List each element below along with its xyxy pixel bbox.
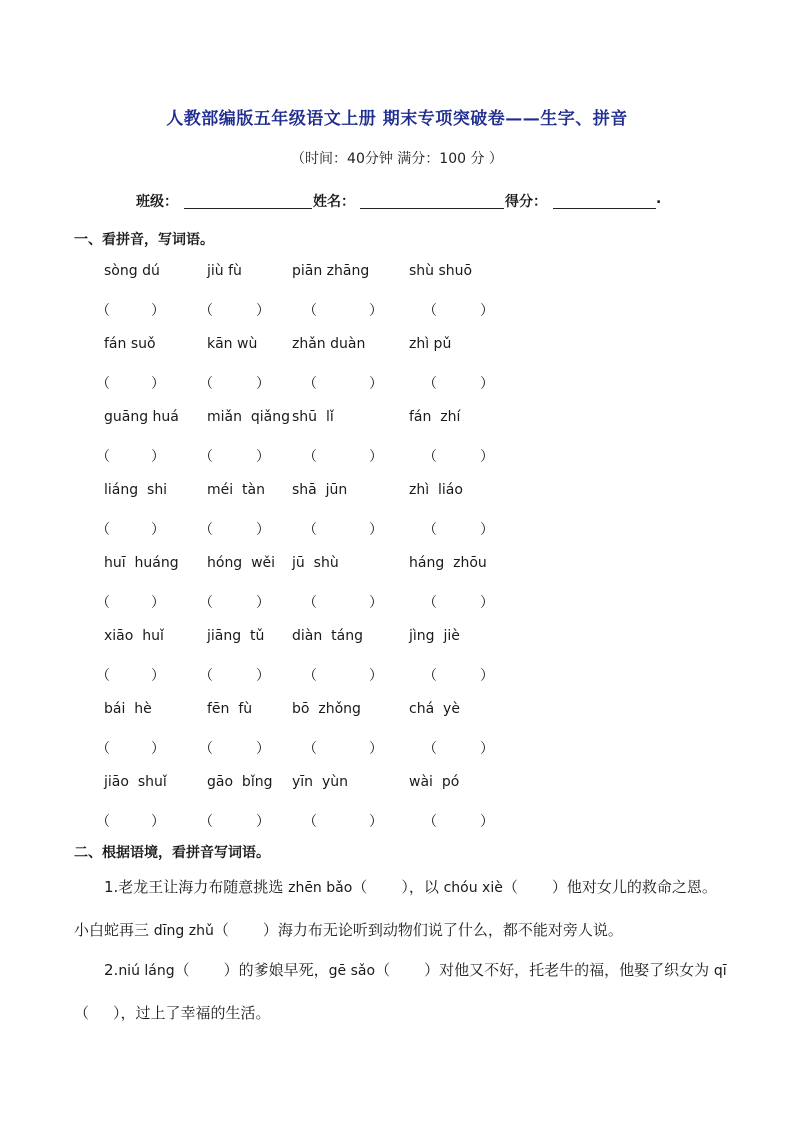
answer-open-paren: （ [96,522,110,538]
answer-close-paren: ） [480,595,494,611]
answer-blank[interactable] [108,738,149,756]
answer-open-paren: （ [96,668,110,684]
answer-open-paren: （ [423,595,437,611]
answer-close-paren: ） [256,814,270,830]
answer-open-paren: （ [423,303,437,319]
answer-blank[interactable] [211,811,254,829]
answer-close-paren: ） [369,303,383,319]
pinyin-item: háng zhōu [409,555,487,571]
p1-open-2: （ [502,878,518,896]
answer-close-paren: ） [151,741,165,757]
answer-blank[interactable] [435,373,478,391]
pinyin-item: shā jūn [292,482,348,498]
student-info-line [0,191,794,211]
score-label: 得分： [505,194,547,210]
answer-blank[interactable] [315,300,367,318]
answer-blank[interactable] [108,665,149,683]
answer-blank[interactable] [435,811,478,829]
pinyin-item: huī huáng [104,555,179,571]
pinyin-item: fēn fù [207,701,253,717]
pinyin-item: zhì liáo [409,482,463,498]
p2-pinyin-1: niú láng [118,963,175,979]
answer-blank[interactable] [315,811,367,829]
p1-text-g: ）海力布无论听到动物们说了什么，都不能对旁人说。 [262,921,623,939]
p2-open-3: （ [74,1004,90,1022]
answer-close-paren: ） [480,741,494,757]
answer-blank[interactable] [108,519,149,537]
answer-open-paren: （ [423,522,437,538]
pinyin-item: fán zhí [409,409,461,425]
pinyin-item: sòng dú [104,263,160,279]
pinyin-item: bō zhǒng [292,701,361,717]
p2-text-a: 2. [104,961,119,979]
answer-blank[interactable] [211,300,254,318]
p2-text-e: ）对他又不好，托老牛的福，他娶了织女为 [424,961,714,979]
answer-open-paren: （ [303,814,317,830]
answer-blank[interactable] [315,446,367,464]
answer-close-paren: ） [480,303,494,319]
context-paragraph-1 [74,866,730,952]
page-title: 人教部编版五年级语文上册 期末专项突破卷——生字、拼音 [166,109,628,129]
answer-open-paren: （ [96,814,110,830]
answer-close-paren: ） [151,668,165,684]
answer-blank[interactable] [211,373,254,391]
pinyin-item: piān zhāng [292,263,370,279]
answer-close-paren: ） [151,303,165,319]
answer-close-paren: ） [256,376,270,392]
answer-open-paren: （ [303,741,317,757]
answer-blank[interactable] [211,519,254,537]
pinyin-item: liáng shi [104,482,168,498]
answer-close-paren: ） [256,595,270,611]
answer-close-paren: ） [256,522,270,538]
answer-open-paren: （ [96,595,110,611]
answer-blank[interactable] [315,373,367,391]
answer-close-paren: ） [369,449,383,465]
answer-close-paren: ） [369,741,383,757]
pinyin-item: chá yè [409,701,460,717]
answer-open-paren: （ [423,376,437,392]
p2-text-c: ）的爹娘早死， [223,961,329,979]
answer-close-paren: ） [151,814,165,830]
answer-close-paren: ） [151,595,165,611]
answer-close-paren: ） [480,522,494,538]
section2-title: 二、根据语境，看拼音写词语。 [74,845,270,861]
answer-blank[interactable] [435,738,478,756]
answer-blank[interactable] [108,300,149,318]
answer-open-paren: （ [199,814,213,830]
answer-open-paren: （ [423,449,437,465]
answer-close-paren: ） [480,449,494,465]
pinyin-item: jiāo shuǐ [104,774,167,790]
answer-close-paren: ） [369,595,383,611]
answer-open-paren: （ [303,376,317,392]
p1-text-e: ）他对女儿的救命之恩。小白蛇再三 [74,878,717,939]
answer-blank[interactable] [211,738,254,756]
pinyin-item: kān wù [207,336,258,352]
answer-blank[interactable] [435,300,478,318]
pinyin-item: wài pó [409,774,460,790]
end-mark: . [656,191,662,207]
answer-blank[interactable] [315,592,367,610]
exam-subtitle: （时间：40分钟 满分：100 分 ） [291,151,503,167]
pinyin-item: shù shuō [409,263,473,279]
pinyin-item: zhì pǔ [409,336,452,352]
class-field[interactable] [184,208,312,209]
answer-open-paren: （ [199,668,213,684]
p1-open-3: （ [213,921,229,939]
pinyin-item: jū shù [292,555,339,571]
answer-blank[interactable] [435,665,478,683]
answer-close-paren: ） [480,814,494,830]
answer-open-paren: （ [303,595,317,611]
answer-close-paren: ） [151,376,165,392]
answer-blank[interactable] [315,519,367,537]
pinyin-item: zhǎn duàn [292,336,366,352]
pinyin-item: diàn táng [292,628,363,644]
answer-blank[interactable] [108,592,149,610]
answer-open-paren: （ [199,376,213,392]
answer-open-paren: （ [423,741,437,757]
answer-close-paren: ） [369,668,383,684]
answer-open-paren: （ [303,668,317,684]
answer-blank[interactable] [211,592,254,610]
pinyin-item: fán suǒ [104,336,156,352]
answer-open-paren: （ [423,814,437,830]
pinyin-item: jiāng tǔ [207,628,265,644]
answer-open-paren: （ [199,303,213,319]
answer-blank[interactable] [108,373,149,391]
class-label: 班级： [136,194,178,210]
answer-open-paren: （ [303,449,317,465]
answer-open-paren: （ [199,522,213,538]
answer-blank[interactable] [108,811,149,829]
answer-close-paren: ） [369,522,383,538]
name-label: 姓名： [313,194,355,210]
pinyin-item: gāo bǐng [207,774,273,790]
pinyin-item: bái hè [104,701,152,717]
answer-open-paren: （ [199,449,213,465]
answer-open-paren: （ [423,668,437,684]
answer-blank[interactable] [435,446,478,464]
answer-close-paren: ） [480,376,494,392]
answer-close-paren: ） [369,814,383,830]
context-paragraph-2 [74,949,730,1034]
p1-open-1: （ [352,878,368,896]
p1-pinyin-1: zhēn bǎo [288,880,353,896]
answer-open-paren: （ [96,449,110,465]
answer-blank[interactable] [435,592,478,610]
name-field[interactable] [360,208,504,209]
answer-blank[interactable] [315,665,367,683]
pinyin-item: xiāo huǐ [104,628,164,644]
score-field[interactable] [553,208,656,209]
answer-close-paren: ） [480,668,494,684]
p2-pinyin-2: gē sǎo [328,963,376,979]
answer-blank[interactable] [435,519,478,537]
pinyin-item: miǎn qiǎng [207,409,290,425]
p1-pinyin-2: chóu xiè [443,880,503,896]
answer-open-paren: （ [96,303,110,319]
pinyin-item: shū lǐ [292,409,334,425]
answer-open-paren: （ [96,741,110,757]
answer-open-paren: （ [96,376,110,392]
answer-open-paren: （ [303,522,317,538]
pinyin-item: jìng jiè [409,628,460,644]
answer-open-paren: （ [199,595,213,611]
answer-close-paren: ） [151,522,165,538]
answer-blank[interactable] [108,446,149,464]
pinyin-item: guāng huá [104,409,179,425]
p1-pinyin-3: dīng zhǔ [153,923,214,939]
answer-close-paren: ） [256,741,270,757]
pinyin-item: méi tàn [207,482,265,498]
p2-pinyin-3: qī [713,963,727,979]
p1-text-a: 1.老龙王让海力布随意挑选 [104,878,289,896]
answer-blank[interactable] [211,446,254,464]
pinyin-item: hóng wěi [207,555,276,571]
answer-open-paren: （ [303,303,317,319]
answer-close-paren: ） [256,668,270,684]
answer-close-paren: ） [256,449,270,465]
answer-open-paren: （ [199,741,213,757]
answer-close-paren: ） [151,449,165,465]
pinyin-item: jiù fù [207,263,242,279]
answer-close-paren: ） [256,303,270,319]
answer-blank[interactable] [315,738,367,756]
p2-open-2: （ [375,961,391,979]
p1-text-c: ），以 [401,878,444,896]
p2-text-g: ），过上了幸福的生活。 [113,1004,271,1022]
answer-close-paren: ） [369,376,383,392]
section1-title: 一、看拼音，写词语。 [74,232,214,248]
pinyin-item: yīn yùn [292,774,348,790]
p2-open-1: （ [174,961,190,979]
answer-blank[interactable] [211,665,254,683]
